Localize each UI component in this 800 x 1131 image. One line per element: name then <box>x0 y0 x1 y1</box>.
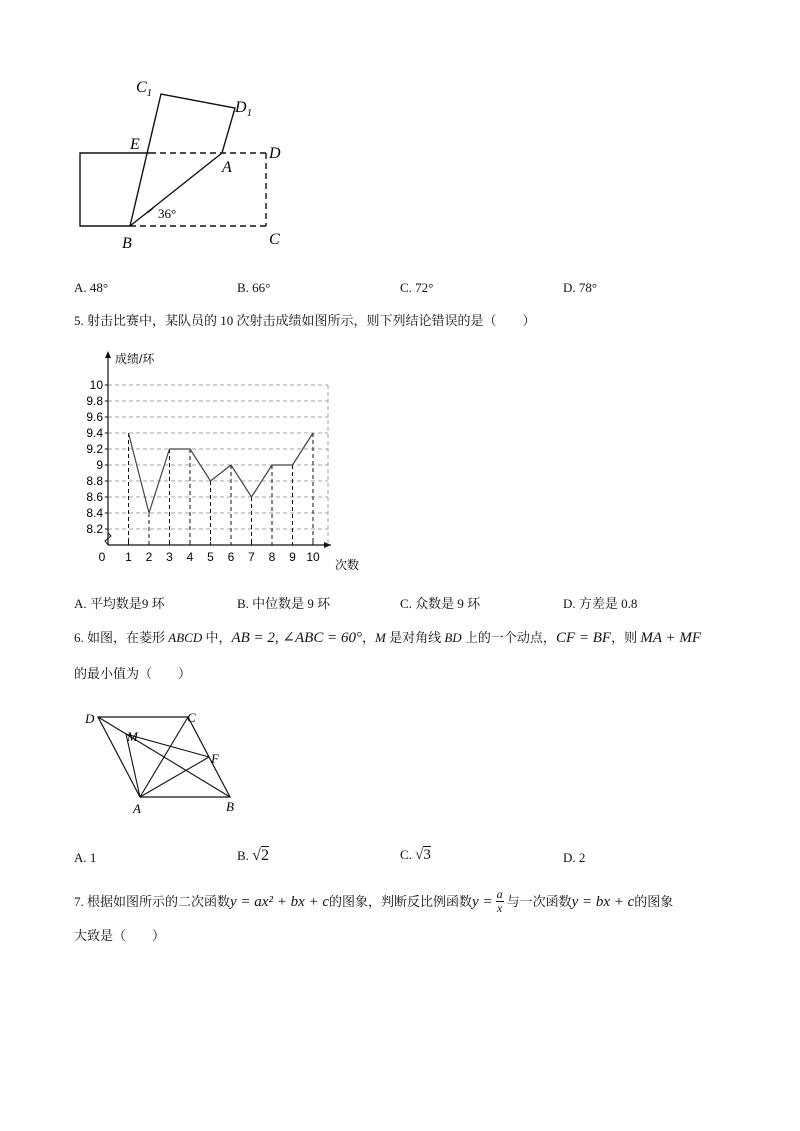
q7-text-1: 7. 根据如图所示的二次函数 <box>74 893 231 909</box>
q6-option-a[interactable]: A. 1 <box>74 850 97 865</box>
q5-question-text: 5. 射击比赛中，某队员的 10 次射击成绩如图所示，则下列结论错误的是（ ） <box>74 313 536 328</box>
q7-fraction-den: x <box>496 901 503 915</box>
ytick-label-9.8: 9.8 <box>86 394 103 408</box>
label-A: A <box>222 159 232 176</box>
q6-condition-2: CF = BF <box>555 630 612 646</box>
sqrt-2: √2 <box>252 847 269 864</box>
q6-text-4: 是对角线 <box>385 630 445 645</box>
q7-question-line2: 大致是（ ） <box>74 928 166 943</box>
ytick-label-9.2: 9.2 <box>86 442 103 456</box>
radicand-2: 2 <box>260 847 269 864</box>
chart-ylabel: 成绩/环 <box>115 352 155 366</box>
q6-option-b[interactable] <box>237 847 269 865</box>
chart-grid <box>105 385 328 545</box>
ytick-label-8.4: 8.4 <box>86 506 103 520</box>
xtick-label-4: 4 <box>186 550 194 564</box>
q7-text-2: 的图象，判断反比例函数 <box>329 893 473 909</box>
ytick-label-8.8: 8.8 <box>86 474 103 488</box>
q4-figure <box>70 70 310 255</box>
label-M: M <box>127 729 138 744</box>
label-B: B <box>122 235 132 252</box>
q7-text-4: 的图象 <box>634 893 674 909</box>
label-F: F <box>211 751 219 766</box>
label-C: C <box>187 710 196 725</box>
label-E: E <box>130 136 140 153</box>
q6-question-line2: 的最小值为（ ） <box>74 666 192 681</box>
q4-rect-left <box>80 153 150 226</box>
q7-inverse-lhs: y = <box>472 893 493 910</box>
q7-fraction <box>496 888 504 915</box>
series-line-scores <box>129 433 314 513</box>
q5-option-c[interactable]: C. 众数是 9 环 <box>400 596 481 611</box>
radicand-3: 3 <box>423 847 431 863</box>
q4-option-a[interactable]: A. 48° <box>74 280 109 295</box>
ytick-label-10: 10 <box>89 378 103 392</box>
q6-rhombus-figure <box>80 705 250 820</box>
ytick-label-8.2: 8.2 <box>86 522 103 536</box>
q4-option-d[interactable]: D. 78° <box>563 280 598 295</box>
label-C1: $C_1$ <box>136 79 153 99</box>
q6-bd: BD <box>444 630 462 645</box>
q5-option-b[interactable]: B. 中位数是 9 环 <box>237 596 331 611</box>
q4-option-b[interactable]: B. 66° <box>237 280 271 295</box>
q4-option-c[interactable]: C. 72° <box>400 280 434 295</box>
xtick-label-6: 6 <box>227 550 235 564</box>
q6-option-c[interactable] <box>400 847 431 864</box>
chart-ytick-labels <box>86 378 103 536</box>
diagonal-AC <box>140 717 188 797</box>
q5-score-chart <box>85 345 360 580</box>
segment-MF <box>126 734 209 757</box>
q6-abcd: ABCD <box>168 630 203 645</box>
ytick-label-8.6: 8.6 <box>86 490 103 504</box>
ytick-label-9.4: 9.4 <box>86 426 103 440</box>
q7-quadratic: y = ax² + bx + c <box>230 893 330 910</box>
q6-text-6: ，则 <box>611 630 641 645</box>
label-A: A <box>133 801 141 816</box>
y-axis-arrow <box>105 351 111 358</box>
label-B: B <box>226 799 234 814</box>
label-C: C <box>269 231 280 248</box>
q6-expr: MA + MF <box>640 630 701 646</box>
q6-text-2: 中， <box>202 630 232 645</box>
xtick-label-10: 10 <box>306 550 320 564</box>
xtick-label-9: 9 <box>289 550 296 564</box>
xtick-label-8: 8 <box>268 550 276 564</box>
chart-xlabel: 次数 <box>335 558 360 572</box>
q6-option-d[interactable]: D. 2 <box>563 850 586 865</box>
label-angle-36: 36° <box>158 206 177 221</box>
chart-axes <box>105 351 331 548</box>
xtick-label-2: 2 <box>145 550 153 564</box>
q7-fraction-num: a <box>496 887 503 901</box>
xtick-label-7: 7 <box>248 550 255 564</box>
xtick-label-3: 3 <box>166 550 173 564</box>
q6-question-line1 <box>74 628 701 648</box>
xtick-label-1: 1 <box>125 550 132 564</box>
q6-text-5: 上的一个动点， <box>461 630 556 645</box>
ytick-label-9: 9 <box>96 458 103 472</box>
q6-m: M <box>374 630 386 645</box>
q5-option-d[interactable]: D. 方差是 0.8 <box>563 596 638 611</box>
ytick-label-9.6: 9.6 <box>86 410 103 424</box>
label-D: D <box>85 711 95 726</box>
q4-folded-quad <box>130 94 235 226</box>
q7-text-3: 与一次函数 <box>506 893 572 909</box>
q7-linear: y = bx + c <box>571 893 635 910</box>
q6-option-b-label: B. <box>237 848 253 863</box>
label-D1: $D_1$ <box>235 99 253 119</box>
x-axis-arrow <box>324 542 331 548</box>
q5-option-a[interactable]: A. 平均数是9 环 <box>74 596 165 611</box>
sqrt-3: √3 <box>415 847 431 863</box>
xtick-label-5: 5 <box>207 550 214 564</box>
q6-text-3: ， <box>361 630 375 645</box>
q6-option-c-label: C. <box>400 847 416 862</box>
label-D: D <box>269 145 281 162</box>
q6-text-1: 6. 如图，在菱形 <box>74 630 169 645</box>
q4-angle-arc <box>147 207 154 213</box>
q6-condition-1: AB = 2, ∠ABC = 60° <box>231 630 362 646</box>
q7-question-line1 <box>74 888 673 915</box>
xtick-label-0: 0 <box>98 550 106 564</box>
